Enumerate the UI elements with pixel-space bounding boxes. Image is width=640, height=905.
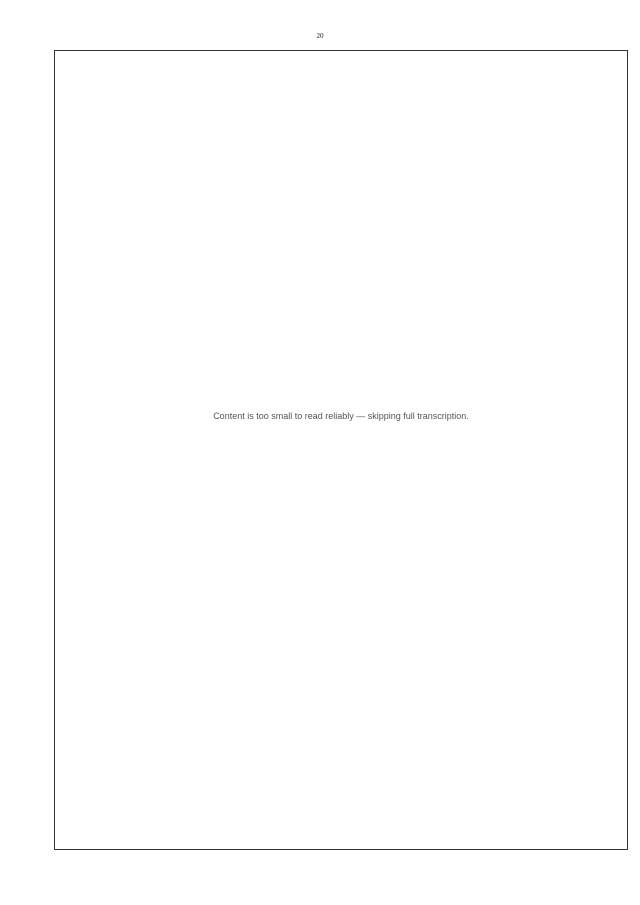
- page-number: 20: [316, 32, 324, 40]
- budget-table-placeholder: [54, 50, 628, 850]
- skip-note: Content is too small to read reliably — skipping full transcription.: [213, 411, 469, 421]
